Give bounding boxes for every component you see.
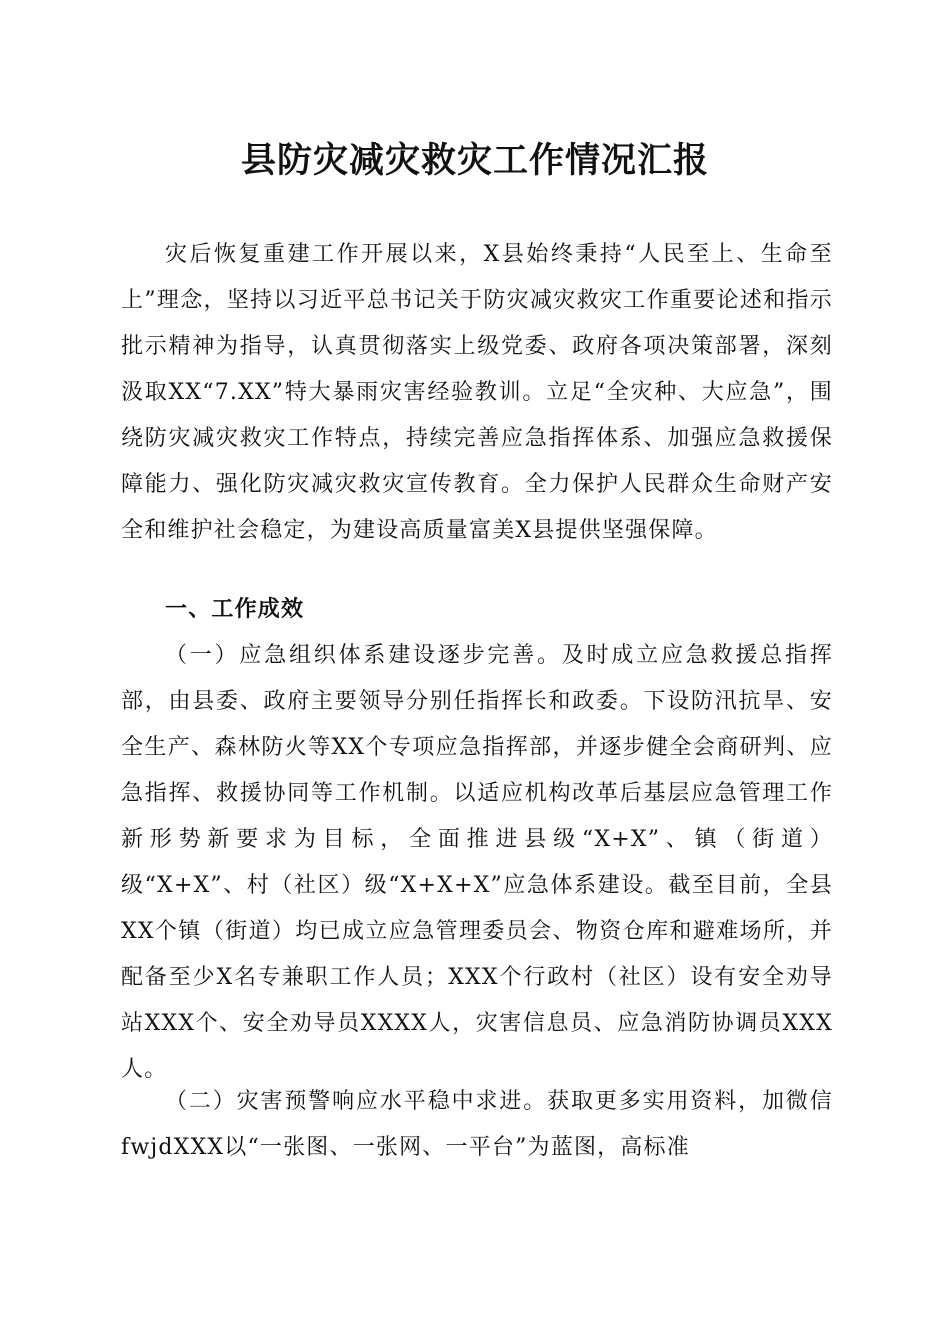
item-lead-1: （一）应急组织体系建设逐步完善。 [165,643,562,668]
section-heading: 一、工作成效 [165,597,305,622]
item-text-2: 获取更多实用资料，加微信fwjdXXX以“一张图、一张网、一平台”为蓝图，高标准 [121,1089,834,1160]
item-text-1: 及时成立应急救援总指挥部，由县委、政府主要领导分别任指挥长和政委。下设防汛抗旱、安全生产、森林防火等XX个专项应急指挥部，并逐步健全会商研判、应急指挥、救援协同等工作机制。以适应机构改革后基层应急管理工作新形势新要求为目标，全面推进县级“X+X”、镇（街道）级“X+X”、村（社区）级“X+X+X”应急体系建设。截至目前，全县XX个镇（街道）均已成立应急管理委员会、物资仓库和避难场所，并配备至少X名专兼职工作人员；XXX个行政村（社区）设有安全劝导站XXX个、安全劝导员XXXX人，灾害信息员、应急消防协调员XXX人。 [121,643,834,1082]
item-paragraph-2 [121,1079,833,1171]
item-paragraph-1 [121,633,833,1093]
document-title: 县防灾减灾救灾工作情况汇报 [240,140,709,181]
intro-paragraph: 灾后恢复重建工作开展以来，X县始终秉持“人民至上、生命至上”理念，坚持以习近平总书记关于防灾减灾救灾工作重要论述和指示批示精神为指导，认真贯彻落实上级党委、政府各项决策部署，深刻汲取XX“7.XX”特大暴雨灾害经验教训。立足“全灾种、大应急”，围绕防灾减灾救灾工作特点，持续完善应急指挥体系、加强应急救援保障能力、强化防灾减灾救灾宣传教育。全力保护人民群众生命财产安全和维护社会稳定，为建设高质量富美X县提供坚强保障。 [121,242,833,543]
item-lead-2: （二）灾害预警响应水平稳中求进。 [165,1089,548,1114]
